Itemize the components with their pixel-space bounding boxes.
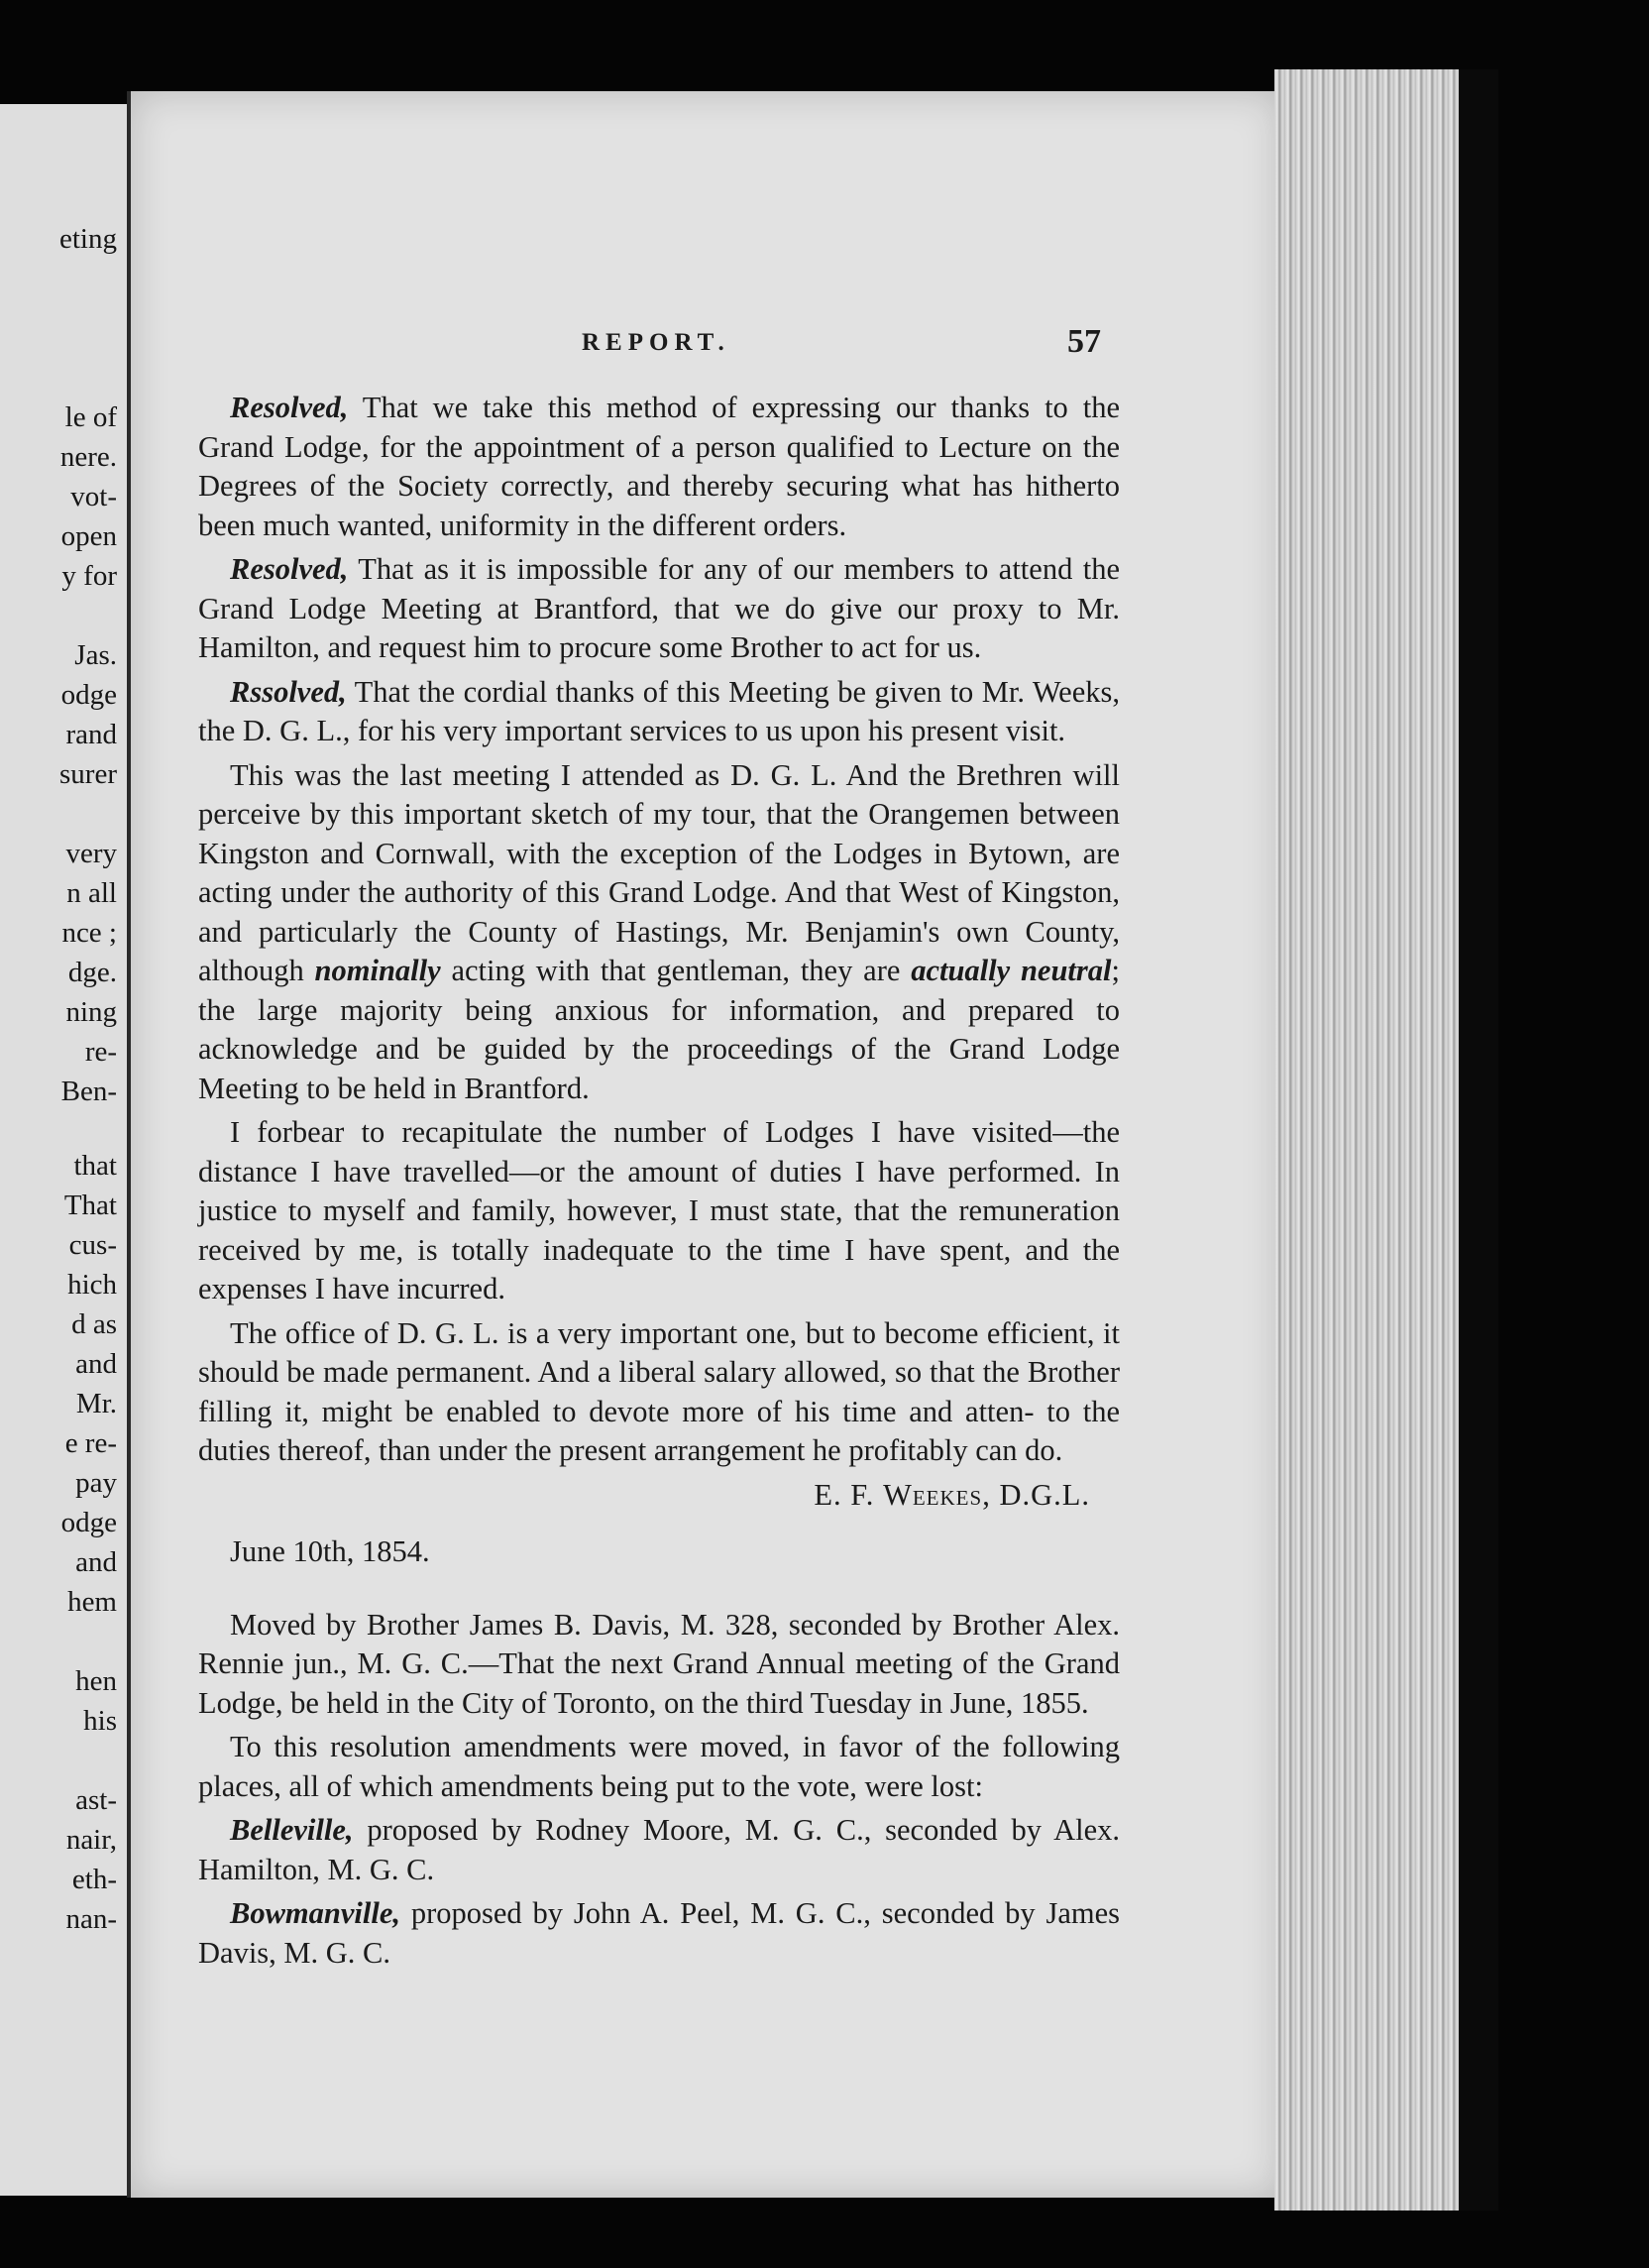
left-page-text-fragment: y for <box>61 560 117 592</box>
left-page-text-fragment: ast- <box>75 1784 117 1816</box>
paragraph <box>198 550 1120 668</box>
resolution-lead: Resolved, <box>230 391 349 424</box>
left-page-text-fragment: odge <box>60 1507 117 1538</box>
left-page-text-fragment: le of <box>64 401 117 433</box>
left-page-text-fragment: hen <box>75 1665 117 1697</box>
amendment <box>198 1894 1120 1973</box>
paragraph <box>198 389 1120 545</box>
left-page-text-fragment: surer <box>59 758 117 790</box>
paragraph: To this resolution amendments were moved, in favor of the following places, all of which amendments being put to the vote, were lost: <box>198 1730 1120 1803</box>
paragraph: Moved by Brother James B. Davis, M. 328, seconded by Brother Alex. Rennie jun., M. G. C.—That the next Grand Annual meeting of the Grand Lodge, be held in the City of Toronto, on the third Tuesday in June, 1855. <box>198 1607 1120 1720</box>
book-page-edges <box>1274 69 1498 2211</box>
paragraph: I forbear to recapitulate the number of Lodges I have visited—the distance I have travelled—or the amount of duties I have performed. In justice to myself and family, however, I must state, that the remuneration received by me, is totally inadequate to the time I have spent, and the expenses I have incurred. <box>198 1115 1120 1305</box>
left-page-text-fragment: nair, <box>65 1824 117 1856</box>
paragraph: The office of D. G. L. is a very important one, but to become efficient, it should be made permanent. And a liberal salary allowed, so that the Brother filling it, might be enabled to devote more of his time and atten- to the duties thereof, than under the present arrangement he profitably can do. <box>198 1315 1120 1467</box>
paragraph <box>198 756 1120 1109</box>
paragraph-text: proposed by Rodney Moore, M. G. C., seconded by Alex. Hamilton, M. G. C. <box>198 1813 1120 1886</box>
place-name: Bowmanville, <box>230 1896 400 1930</box>
left-page-text-fragment: that <box>73 1150 117 1182</box>
left-page-text-fragment: vot- <box>70 481 117 512</box>
left-page-text-fragment: n all <box>66 877 117 909</box>
left-page-text-fragment: open <box>60 520 117 552</box>
left-page-text-fragment: pay <box>75 1467 117 1499</box>
left-page-text-fragment: eting <box>59 223 117 255</box>
left-page-text-fragment: That <box>63 1190 117 1221</box>
left-page-text-fragment: very <box>65 838 117 869</box>
left-page-text-fragment: Jas. <box>74 639 117 671</box>
left-page-text-fragment: his <box>83 1705 117 1737</box>
amendment <box>198 1811 1120 1889</box>
signature-initials: E. F. <box>814 1477 884 1512</box>
left-page-text-fragment: d as <box>71 1308 117 1340</box>
place-name: Belleville, <box>230 1813 354 1847</box>
left-page-text-fragment: and <box>75 1348 117 1380</box>
book-page <box>127 91 1280 2198</box>
paragraph-text: That as it is impossible for any of our members to attend the Grand Lodge Meeting at Brantford, that we do give our proxy to Mr. Hamilton, and request him to procure some Brother to act for us. <box>198 552 1120 664</box>
paragraph-text: That the cordial thanks of this Meeting be given to Mr. Weeks, the D. G. L., for his very important services to us upon his present visit. <box>198 674 1120 747</box>
page-header <box>131 323 1280 369</box>
date-line: June 10th, 1854. <box>230 1534 430 1568</box>
page-number: 57 <box>1067 323 1101 360</box>
page-body <box>198 389 1120 1978</box>
left-page-text-fragment: ning <box>65 996 117 1028</box>
left-page-text-fragment: Mr. <box>75 1388 117 1419</box>
signature-name: Weekes <box>883 1477 983 1512</box>
left-page-text-fragment: odge <box>60 679 117 711</box>
resolution-lead: Rssolved, <box>230 674 347 709</box>
left-page-text-fragment: dge. <box>67 957 117 988</box>
left-page-text-fragment: hem <box>67 1586 117 1618</box>
emphasis-text: nominally <box>314 954 441 987</box>
left-page-text-fragment: hich <box>67 1269 117 1301</box>
left-facing-page <box>0 104 133 2196</box>
left-page-text-fragment: cus- <box>68 1229 117 1261</box>
left-page-text-fragment: Ben- <box>60 1076 117 1107</box>
paragraph-text: This was the last meeting I attended as D. G. L. And the Brethren will perceive by this important sketch of my tour, that the Orangemen between Kingston and Cornwall, with the exception of the Lodges in Bytown, are acting under the authority of this Grand Lodge. And that West of Kingston, and particularly the County of Hastings, Mr. Benjamin's own County, although <box>198 757 1120 987</box>
signature-title: , D.G.L. <box>982 1477 1090 1512</box>
left-page-text-fragment: nere. <box>59 441 117 473</box>
paragraph <box>198 673 1120 751</box>
resolution-lead: Resolved, <box>230 552 349 586</box>
left-page-text-fragment: nan- <box>65 1903 117 1935</box>
left-page-text-fragment: nce ; <box>61 917 117 949</box>
signature <box>198 1476 1120 1516</box>
left-page-text-fragment: and <box>75 1546 117 1578</box>
paragraph-text: ; the large majority being anxious for information, and prepared to acknowledge and be guided by the proceedings of the Grand Lodge Meeting to be held in Brantford. <box>198 954 1120 1105</box>
left-page-text-fragment: re- <box>84 1036 117 1068</box>
left-page-text-fragment: rand <box>65 719 117 750</box>
paragraph-text: proposed by John A. Peel, M. G. C., seconded by James Davis, M. G. C. <box>198 1896 1120 1970</box>
running-head: REPORT. <box>582 329 730 356</box>
emphasis-text: actually neutral <box>911 954 1112 987</box>
paragraph-text: That we take this method of expressing our thanks to the Grand Lodge, for the appointment of a person qualified to Lecture on the Degrees of the Society correctly, and thereby securing what has hitherto been much wanted, uniformity in the different orders. <box>198 391 1120 542</box>
left-page-text-fragment: eth- <box>71 1864 117 1895</box>
paragraph-text: acting with that gentleman, they are <box>440 954 912 987</box>
left-page-text-fragment: e re- <box>64 1427 117 1459</box>
